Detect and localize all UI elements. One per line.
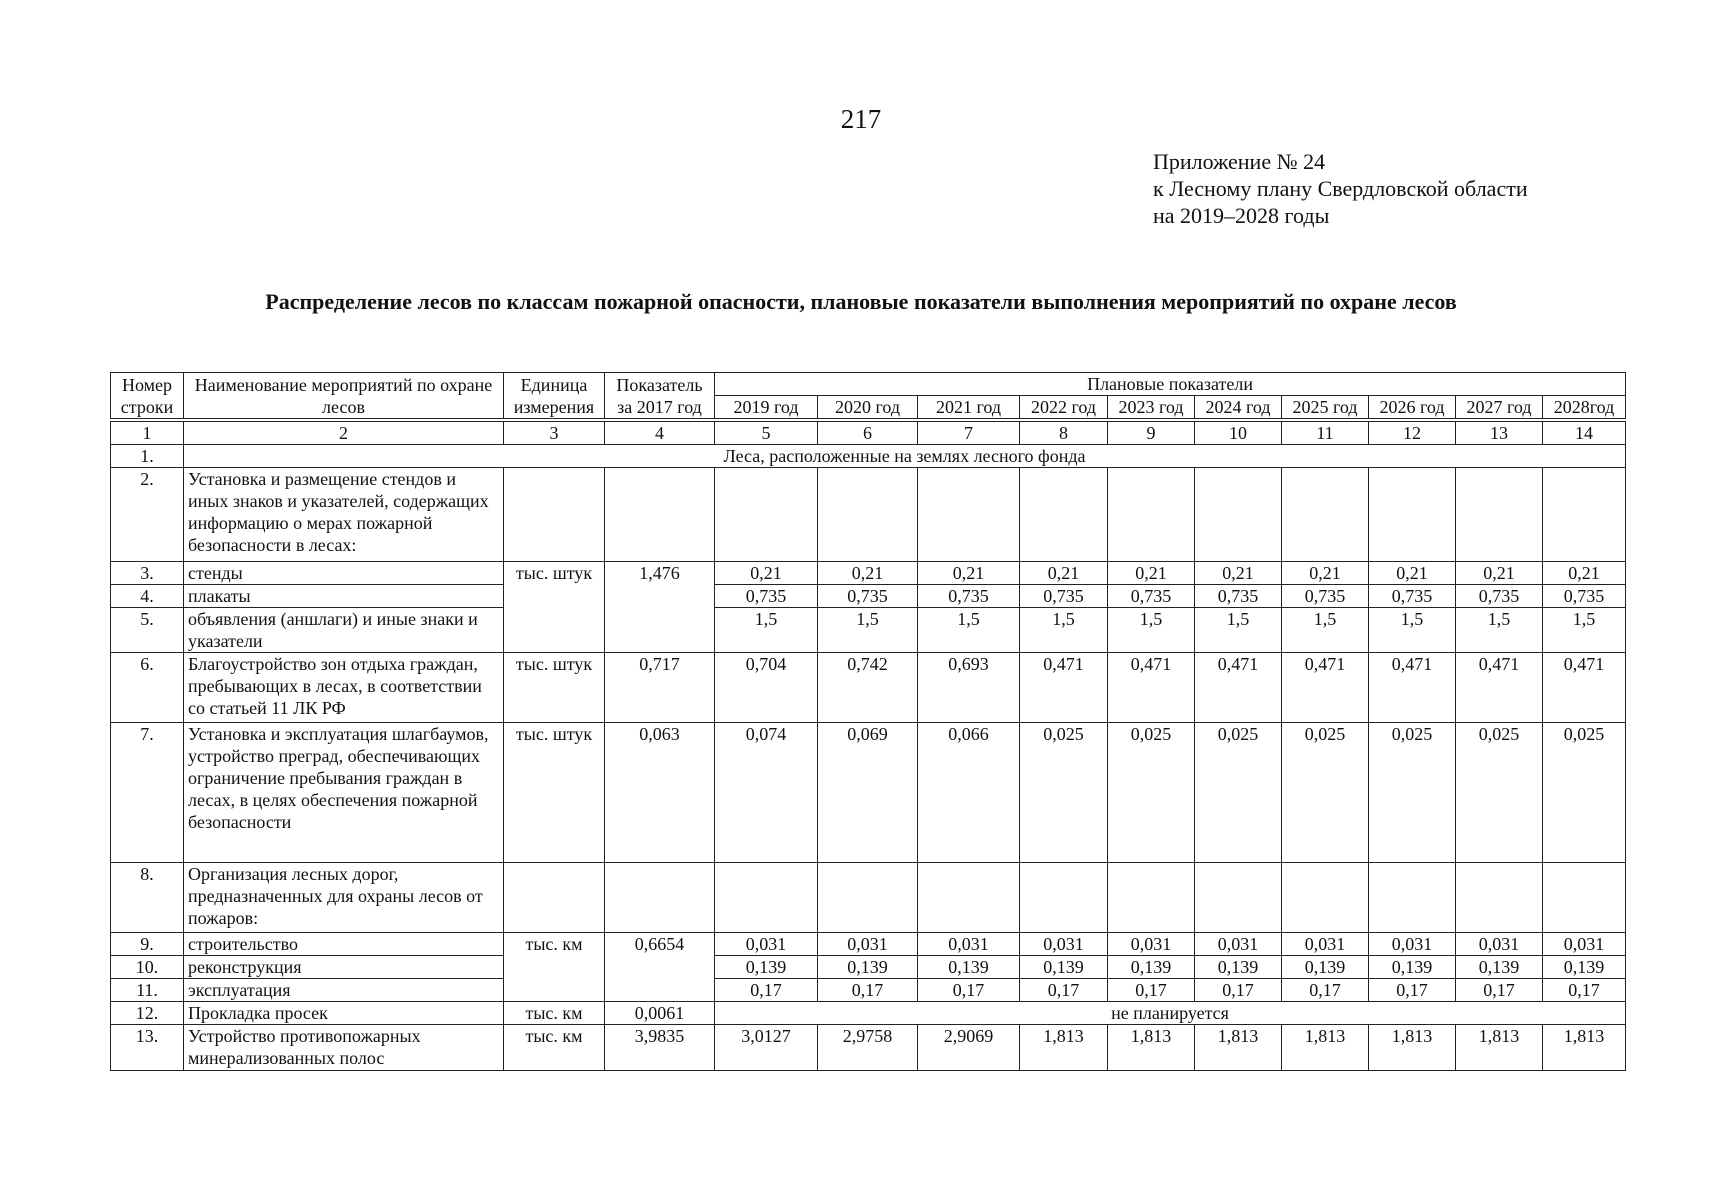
row-value-2017: 1,476 — [605, 562, 715, 653]
row-unit: тыс. км — [504, 933, 605, 1002]
empty-cell — [1108, 468, 1195, 562]
row-value: 0,066 — [918, 723, 1020, 863]
column-number: 2 — [184, 422, 504, 445]
empty-cell — [1195, 863, 1282, 933]
row-name: строительство — [184, 933, 504, 956]
row-number: 1. — [111, 445, 184, 468]
row-value: 0,735 — [1020, 585, 1108, 608]
header-unit: Единица измерения — [504, 373, 605, 419]
row-value: 0,471 — [1456, 653, 1543, 723]
row-value: 0,471 — [1108, 653, 1195, 723]
header-year: 2025 год — [1282, 396, 1369, 419]
header-year: 2028год — [1543, 396, 1626, 419]
row-value: 0,21 — [1282, 562, 1369, 585]
header-year: 2026 год — [1369, 396, 1456, 419]
empty-cell — [918, 468, 1020, 562]
row-value: 0,025 — [1369, 723, 1456, 863]
row-value: 0,693 — [918, 653, 1020, 723]
row-value-2017: 3,9835 — [605, 1025, 715, 1071]
empty-cell — [1282, 468, 1369, 562]
empty-cell — [1369, 863, 1456, 933]
empty-cell — [1543, 468, 1626, 562]
header-year: 2024 год — [1195, 396, 1282, 419]
header-row-1 — [111, 373, 1626, 396]
header-year: 2021 год — [918, 396, 1020, 419]
empty-cell — [918, 863, 1020, 933]
table-row — [111, 863, 1626, 933]
column-number: 4 — [605, 422, 715, 445]
empty-cell — [1456, 468, 1543, 562]
row-unit: тыс. штук — [504, 723, 605, 863]
row-value: 0,17 — [1282, 979, 1369, 1002]
row-name: стенды — [184, 562, 504, 585]
empty-cell — [605, 863, 715, 933]
row-value: 0,17 — [918, 979, 1020, 1002]
empty-cell — [1282, 863, 1369, 933]
row-value: 2,9758 — [818, 1025, 918, 1071]
row-name: Установка и размещение стендов и иных знаков и указателей, содержащих информацию о мерах пожарной безопасности в лесах: — [184, 468, 504, 562]
row-name: Благоустройство зон отдыха граждан, пребывающих в лесах, в соответствии со статьей 11 ЛК РФ — [184, 653, 504, 723]
row-value: 0,471 — [1369, 653, 1456, 723]
header-year: 2019 год — [715, 396, 818, 419]
row-value: 0,17 — [1369, 979, 1456, 1002]
row-value: 0,17 — [818, 979, 918, 1002]
row-value: 1,5 — [715, 608, 818, 653]
empty-cell — [818, 468, 918, 562]
section-heading: Леса, расположенные на землях лесного фонда — [184, 445, 1626, 468]
row-value: 0,735 — [1108, 585, 1195, 608]
table-row — [111, 445, 1626, 468]
row-value: 0,139 — [1543, 956, 1626, 979]
row-value: 0,17 — [1108, 979, 1195, 1002]
empty-cell — [1020, 468, 1108, 562]
page-number: 217 — [840, 104, 882, 134]
row-value: 1,5 — [1108, 608, 1195, 653]
row-value: 0,735 — [918, 585, 1020, 608]
row-value: 1,813 — [1456, 1025, 1543, 1071]
row-value: 0,139 — [1108, 956, 1195, 979]
column-number: 5 — [715, 422, 818, 445]
column-number-row — [111, 422, 1626, 445]
row-unit: тыс. км — [504, 1025, 605, 1071]
row-name: объявления (аншлаги) и иные знаки и указатели — [184, 608, 504, 653]
row-value: 0,139 — [1456, 956, 1543, 979]
row-unit: тыс. штук — [504, 562, 605, 653]
empty-cell — [1020, 863, 1108, 933]
row-value: 0,031 — [1195, 933, 1282, 956]
row-value: 1,813 — [1108, 1025, 1195, 1071]
table-row — [111, 723, 1626, 863]
header-year: 2022 год — [1020, 396, 1108, 419]
row-value: 1,5 — [1195, 608, 1282, 653]
row-value: 0,025 — [1282, 723, 1369, 863]
row-value: 1,813 — [1195, 1025, 1282, 1071]
row-value: 1,813 — [1543, 1025, 1626, 1071]
row-unit: тыс. штук — [504, 653, 605, 723]
table-row — [111, 1002, 1626, 1025]
row-value: 0,21 — [1108, 562, 1195, 585]
row-number: 2. — [111, 468, 184, 562]
appendix-line-2: к Лесному плану Свердловской области — [1153, 176, 1528, 201]
row-value: 0,735 — [1543, 585, 1626, 608]
row-value: 0,031 — [1543, 933, 1626, 956]
row-name: Прокладка просек — [184, 1002, 504, 1025]
fire-protection-table — [110, 372, 1626, 1071]
appendix-line-3: на 2019–2028 годы — [1153, 203, 1330, 228]
row-value: 0,21 — [1020, 562, 1108, 585]
column-number: 3 — [504, 422, 605, 445]
row-value: 0,025 — [1456, 723, 1543, 863]
header-name: Наименование мероприятий по охране лесов — [184, 373, 504, 419]
row-value: 0,735 — [1369, 585, 1456, 608]
header-year: 2027 год — [1456, 396, 1543, 419]
row-value: 0,17 — [1020, 979, 1108, 1002]
row-value: 0,074 — [715, 723, 818, 863]
row-name: эксплуатация — [184, 979, 504, 1002]
header-planned: Плановые показатели — [715, 373, 1626, 396]
empty-cell — [504, 863, 605, 933]
row-note: не планируется — [715, 1002, 1626, 1025]
header-row-number: Номер строки — [111, 373, 184, 419]
row-value: 0,025 — [1108, 723, 1195, 863]
row-number: 7. — [111, 723, 184, 863]
table-row — [111, 933, 1626, 956]
empty-cell — [1456, 863, 1543, 933]
row-value: 0,735 — [715, 585, 818, 608]
row-value: 0,139 — [715, 956, 818, 979]
column-number: 10 — [1195, 422, 1282, 445]
table-row — [111, 1025, 1626, 1071]
row-value: 0,031 — [1020, 933, 1108, 956]
column-number: 11 — [1282, 422, 1369, 445]
row-value-2017: 0,717 — [605, 653, 715, 723]
table-row — [111, 653, 1626, 723]
table-row — [111, 468, 1626, 562]
header-indicator-2017: Показатель за 2017 год — [605, 373, 715, 419]
row-value: 0,21 — [1456, 562, 1543, 585]
row-number: 10. — [111, 956, 184, 979]
row-value: 0,735 — [1456, 585, 1543, 608]
row-value: 1,813 — [1282, 1025, 1369, 1071]
row-value: 0,031 — [818, 933, 918, 956]
empty-cell — [715, 468, 818, 562]
row-value: 0,471 — [1020, 653, 1108, 723]
row-value: 1,5 — [1282, 608, 1369, 653]
row-value: 0,139 — [1195, 956, 1282, 979]
column-number: 1 — [111, 422, 184, 445]
row-value: 2,9069 — [918, 1025, 1020, 1071]
row-value: 0,21 — [715, 562, 818, 585]
row-number: 4. — [111, 585, 184, 608]
row-value: 0,17 — [715, 979, 818, 1002]
row-value-2017: 0,0061 — [605, 1002, 715, 1025]
row-value: 0,471 — [1195, 653, 1282, 723]
row-value-2017: 0,6654 — [605, 933, 715, 1002]
row-value: 0,17 — [1195, 979, 1282, 1002]
row-value: 0,471 — [1282, 653, 1369, 723]
empty-cell — [504, 468, 605, 562]
row-value: 1,5 — [918, 608, 1020, 653]
row-name: Устройство противопожарных минерализованных полос — [184, 1025, 504, 1071]
row-unit: тыс. км — [504, 1002, 605, 1025]
row-value: 0,139 — [1020, 956, 1108, 979]
row-value: 1,813 — [1369, 1025, 1456, 1071]
appendix-note — [1153, 148, 1528, 229]
row-value: 3,0127 — [715, 1025, 818, 1071]
row-value: 0,025 — [1195, 723, 1282, 863]
row-value: 1,813 — [1020, 1025, 1108, 1071]
row-number: 9. — [111, 933, 184, 956]
row-value-2017: 0,063 — [605, 723, 715, 863]
table-row — [111, 562, 1626, 585]
row-value: 0,025 — [1020, 723, 1108, 863]
row-name: Организация лесных дорог, предназначенных для охраны лесов от пожаров: — [184, 863, 504, 933]
header-year: 2020 год — [818, 396, 918, 419]
row-value: 0,17 — [1456, 979, 1543, 1002]
row-value: 0,069 — [818, 723, 918, 863]
appendix-line-1: Приложение № 24 — [1153, 149, 1326, 174]
row-value: 0,21 — [1543, 562, 1626, 585]
row-number: 13. — [111, 1025, 184, 1071]
column-number: 6 — [818, 422, 918, 445]
empty-cell — [605, 468, 715, 562]
column-number: 12 — [1369, 422, 1456, 445]
empty-cell — [715, 863, 818, 933]
row-value: 0,139 — [918, 956, 1020, 979]
empty-cell — [1369, 468, 1456, 562]
table-row — [111, 608, 1626, 653]
row-value: 0,21 — [818, 562, 918, 585]
row-number: 3. — [111, 562, 184, 585]
row-value: 0,704 — [715, 653, 818, 723]
row-value: 1,5 — [1369, 608, 1456, 653]
row-value: 0,17 — [1543, 979, 1626, 1002]
column-number: 13 — [1456, 422, 1543, 445]
empty-cell — [1108, 863, 1195, 933]
row-number: 8. — [111, 863, 184, 933]
row-name: плакаты — [184, 585, 504, 608]
table-row — [111, 979, 1626, 1002]
row-value: 0,21 — [918, 562, 1020, 585]
row-name: реконструкция — [184, 956, 504, 979]
row-number: 6. — [111, 653, 184, 723]
column-number: 8 — [1020, 422, 1108, 445]
row-number: 11. — [111, 979, 184, 1002]
row-value: 0,031 — [1282, 933, 1369, 956]
table-row — [111, 585, 1626, 608]
row-value: 1,5 — [818, 608, 918, 653]
row-value: 0,742 — [818, 653, 918, 723]
row-value: 0,031 — [1456, 933, 1543, 956]
row-value: 0,471 — [1543, 653, 1626, 723]
row-value: 1,5 — [1020, 608, 1108, 653]
row-value: 0,031 — [715, 933, 818, 956]
row-value: 0,21 — [1369, 562, 1456, 585]
empty-cell — [1543, 863, 1626, 933]
row-name: Установка и эксплуатация шлагбаумов, устройство преград, обеспечивающих ограничение пребывания граждан в лесах, в целях обеспечения пожарной безопасности — [184, 723, 504, 863]
column-number: 7 — [918, 422, 1020, 445]
row-value: 0,735 — [1282, 585, 1369, 608]
row-value: 0,031 — [918, 933, 1020, 956]
column-number: 9 — [1108, 422, 1195, 445]
row-value: 0,031 — [1108, 933, 1195, 956]
table-row — [111, 956, 1626, 979]
row-number: 12. — [111, 1002, 184, 1025]
row-value: 0,139 — [818, 956, 918, 979]
row-number: 5. — [111, 608, 184, 653]
row-value: 1,5 — [1543, 608, 1626, 653]
column-number: 14 — [1543, 422, 1626, 445]
row-value: 0,139 — [1282, 956, 1369, 979]
header-year: 2023 год — [1108, 396, 1195, 419]
empty-cell — [1195, 468, 1282, 562]
row-value: 0,735 — [1195, 585, 1282, 608]
row-value: 0,025 — [1543, 723, 1626, 863]
empty-cell — [818, 863, 918, 933]
document-title: Распределение лесов по классам пожарной опасности, плановые показатели выполнения мероприятий по охране лесов — [265, 289, 1457, 314]
row-value: 0,139 — [1369, 956, 1456, 979]
row-value: 0,735 — [818, 585, 918, 608]
row-value: 1,5 — [1456, 608, 1543, 653]
row-value: 0,031 — [1369, 933, 1456, 956]
row-value: 0,21 — [1195, 562, 1282, 585]
